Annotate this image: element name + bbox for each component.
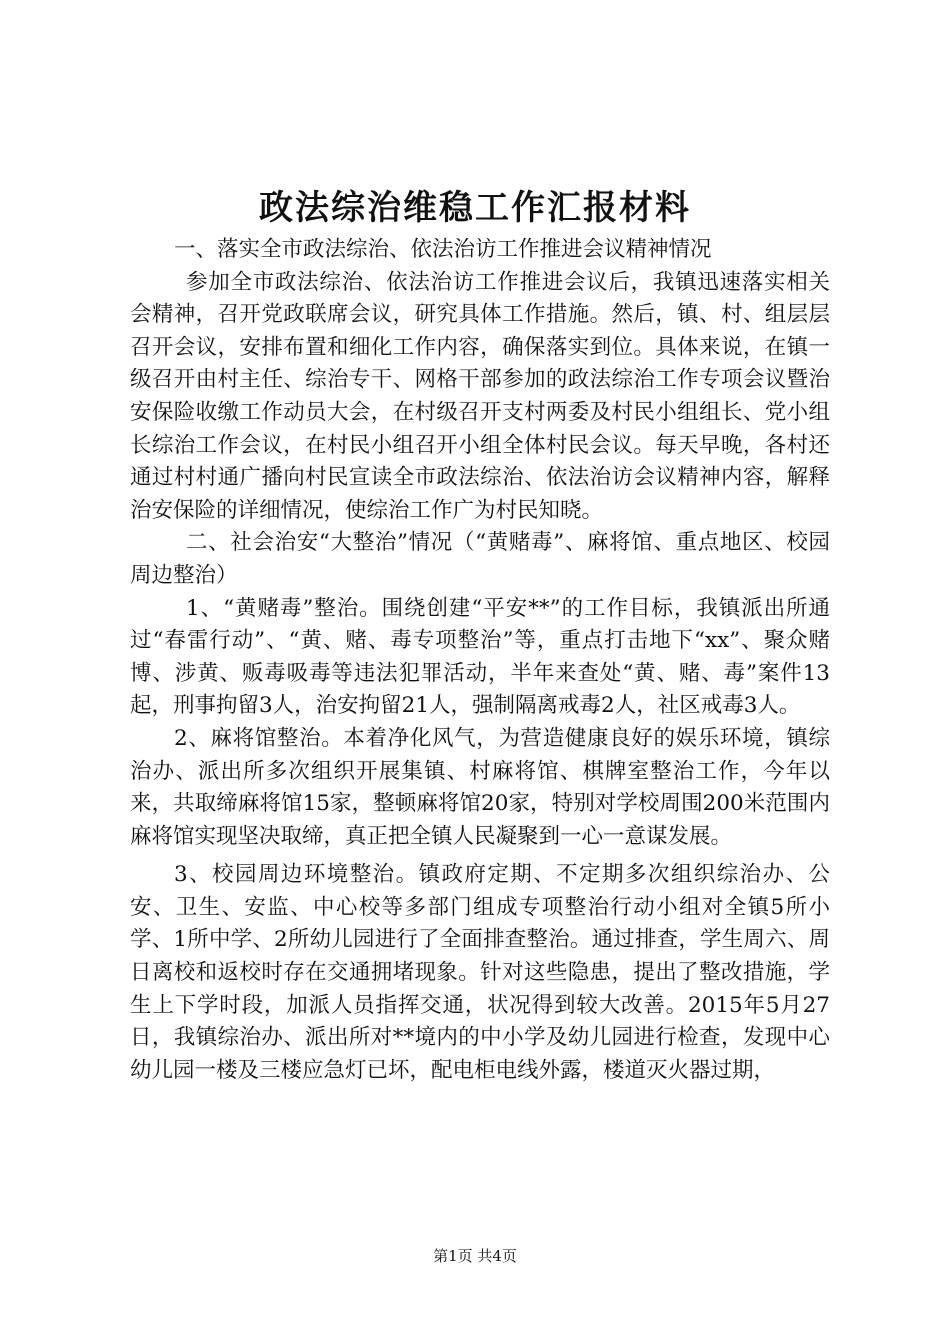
paragraph-item-2: 2、麻将馆整治。本着净化风气，为营造健康良好的娱乐环境，镇综治办、派出所多次组织开展集镇、村麻将馆、棋牌室整治工作，今年以来，共取缔麻将馆15家，整顿麻将馆20家，特别对学校周围200米范围内麻将馆实现坚决取缔，真正把全镇人民凝聚到一心一意谋发展。 xyxy=(130,725,830,849)
page-footer: 第1页 共4页 xyxy=(433,1247,517,1265)
paragraph-1: 参加全市政法综治、依法治访工作推进会议后，我镇迅速落实相关会精神，召开党政联席会议，研究具体工作措施。然后，镇、村、组层层召开会议，安排布置和细化工作内容，确保落实到位。具体来说，在镇一级召开由村主任、综治专干、网格干部参加的政法综治工作专项会议暨治安保险收缴工作动员大会，在村级召开支村两委及村民小组组长、党小组长综治工作会议，在村民小组召开小组全体村民会议。每天早晚，各村还通过村村通广播向村民宣读全市政法综治、依法治访会议精神内容，解释治安保险的详细情况，使综治工作广为村民知晓。 xyxy=(130,269,830,523)
document-body xyxy=(130,234,830,1087)
section-heading-2: 二、社会治安“大整治”情况（“黄赌毒”、麻将馆、重点地区、校园周边整治） xyxy=(130,530,830,588)
paragraph-item-3: 3、校园周边环境整治。镇政府定期、不定期多次组织综治办、公安、卫生、安监、中心校等多部门组成专项整治行动小组对全镇5所小学、1所中学、2所幼儿园进行了全面排查整治。通过排查，学生周六、周日离校和返校时存在交通拥堵现象。针对这些隐患，提出了整改措施，学生上下学时段，加派人员指挥交通，状况得到较大改善。2015年5月27日，我镇综治办、派出所对**境内的中小学及幼儿园进行检查，发现中心幼儿园一楼及三楼应急灯已坏，配电柜电线外露，楼道灭火器过期， xyxy=(130,862,830,1083)
paragraph-item-1: 1、“黄赌毒”整治。围绕创建“平安**”的工作目标，我镇派出所通过“春雷行动”、“黄、赌、毒专项整治”等，重点打击地下“xx”、聚众赌博、涉黄、贩毒吸毒等违法犯罪活动，半年来查处“黄、赌、毒”案件13起，刑事拘留3人，治安拘留21人，强制隔离戒毒2人，社区戒毒3人。 xyxy=(130,595,830,719)
section-heading-1: 一、落实全市政法综治、依法治访工作推进会议精神情况 xyxy=(174,237,712,262)
document-title: 政法综治维稳工作汇报材料 xyxy=(259,188,691,228)
